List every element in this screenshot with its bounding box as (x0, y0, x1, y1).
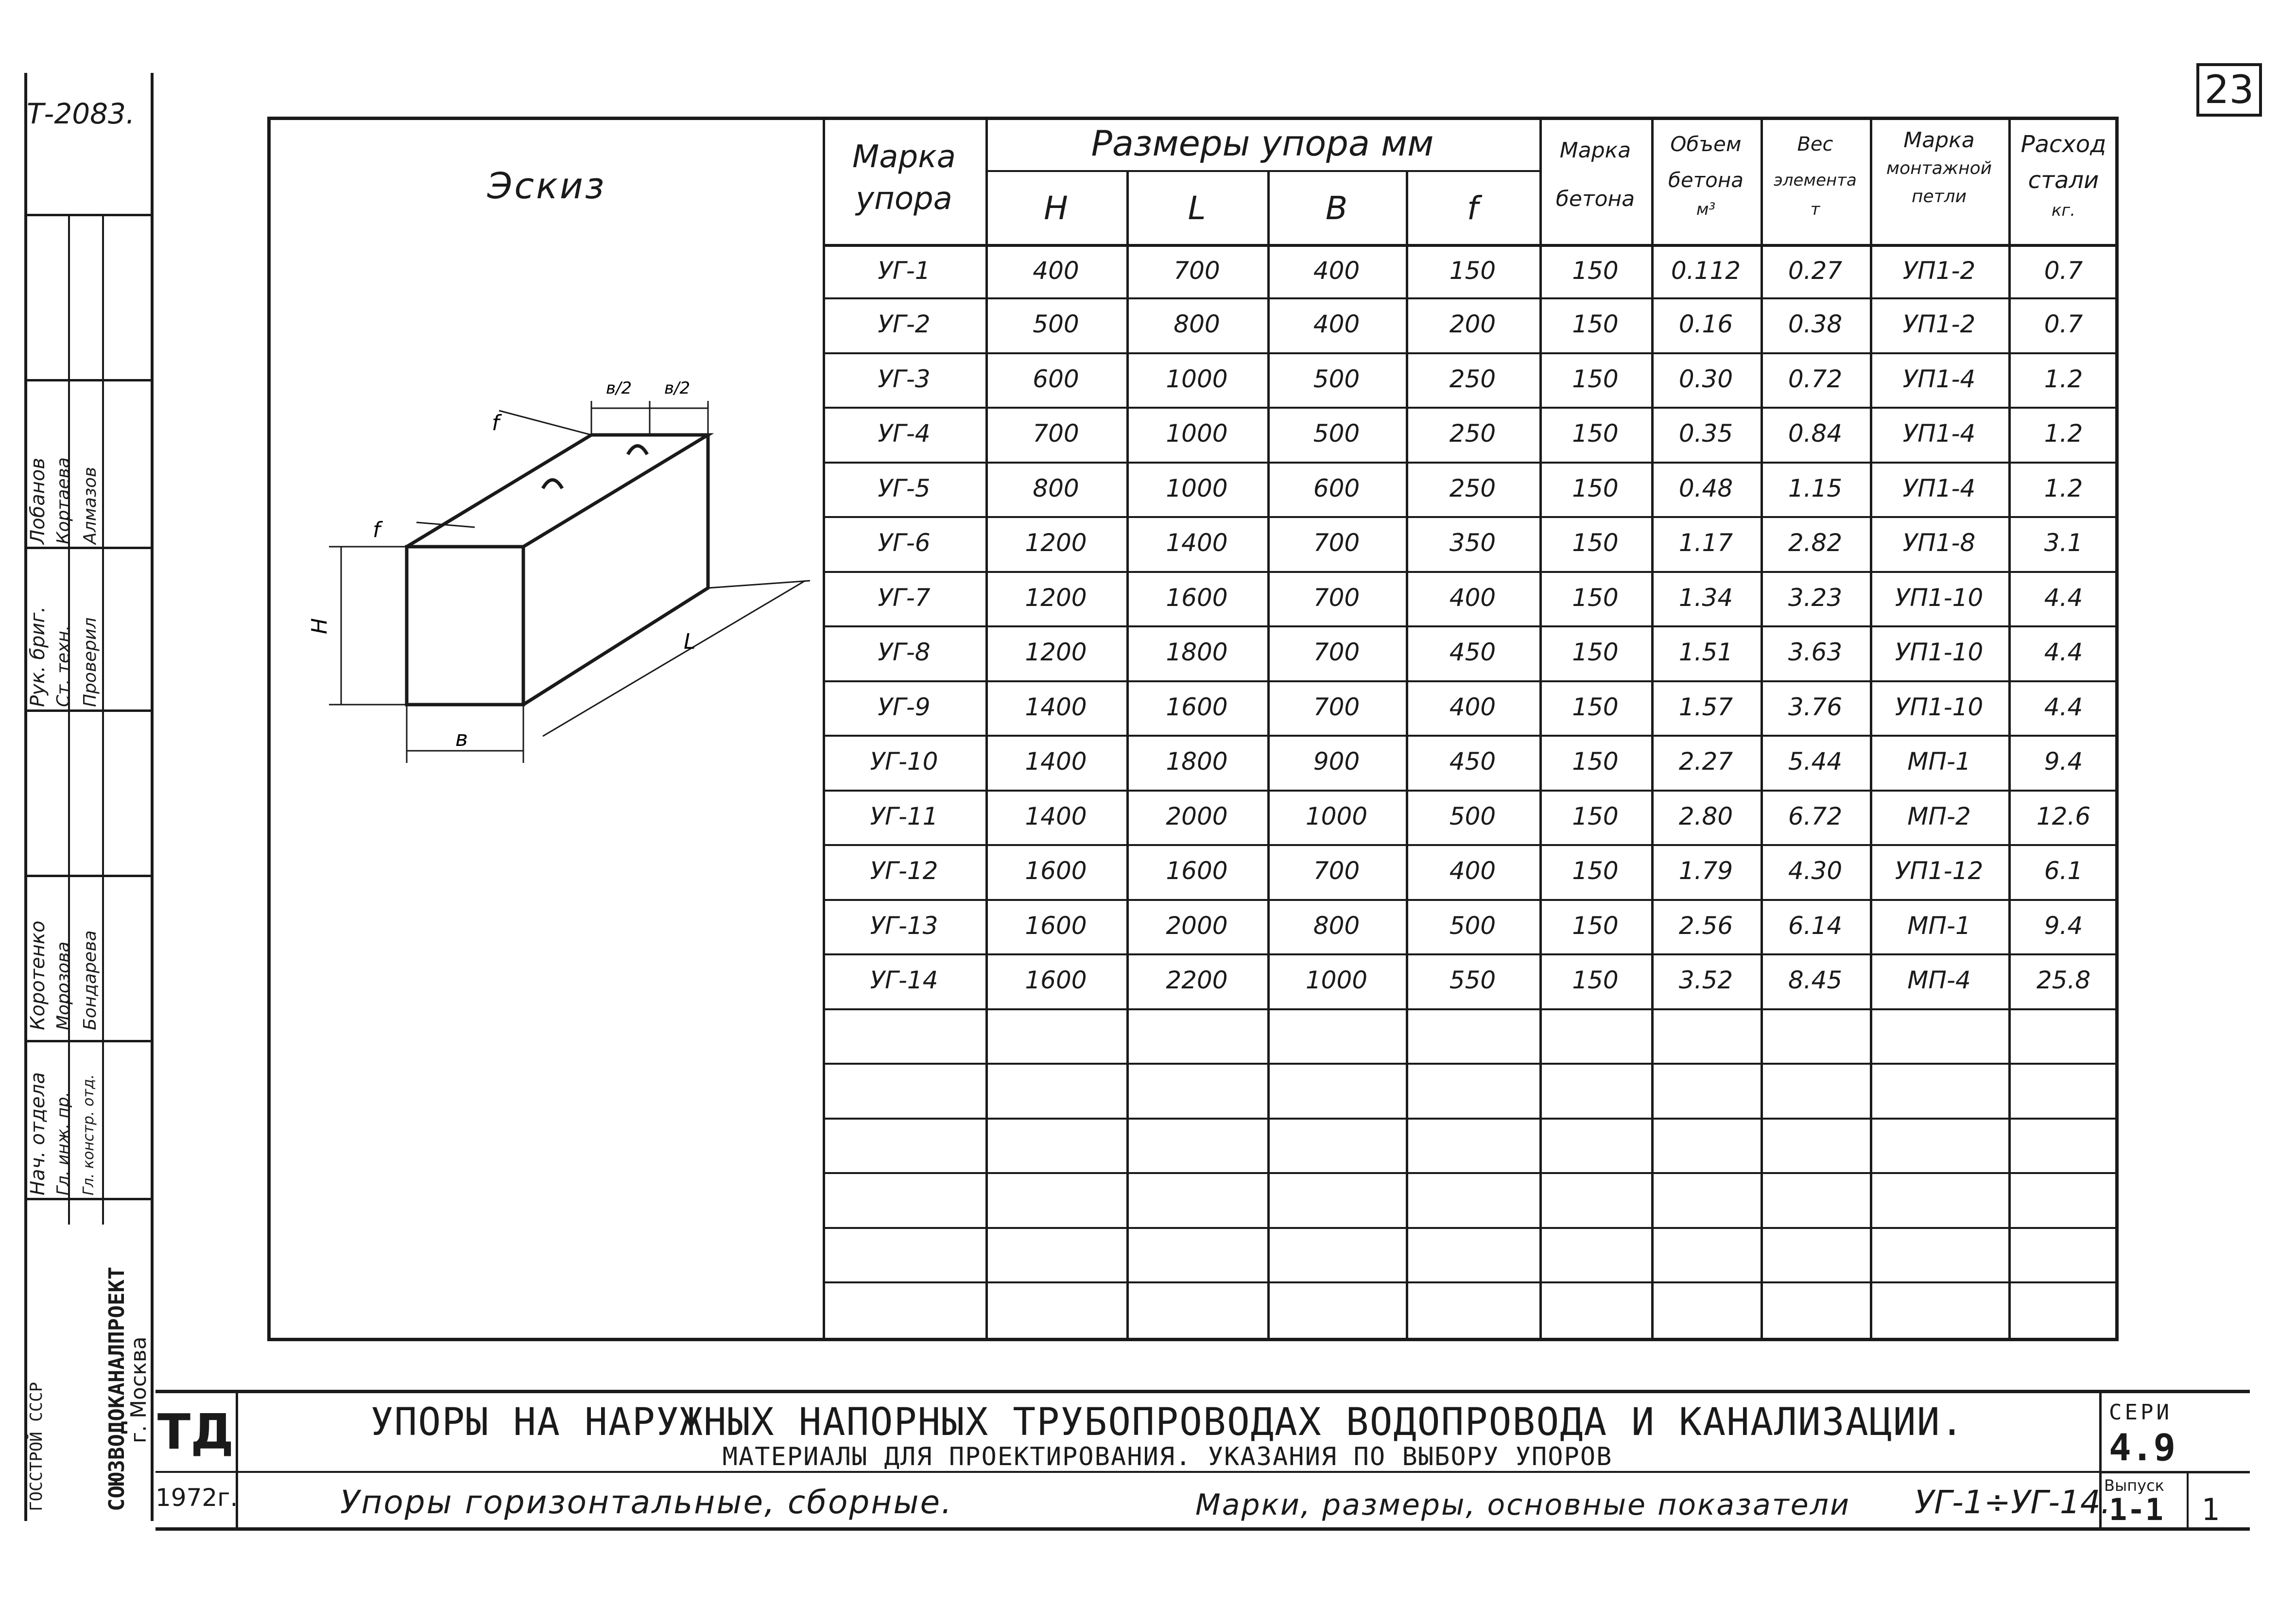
cell-weight: 0.27 (1788, 257, 1843, 285)
cell-weight: 0.84 (1788, 419, 1843, 448)
org-city: г. Москва (126, 1336, 151, 1443)
cell-b: 1000 (1305, 802, 1368, 830)
cell-f: 400 (1449, 693, 1496, 721)
table-row (823, 352, 2119, 407)
cell-h: 700 (1033, 419, 1079, 448)
table-row (823, 625, 2119, 680)
cell-concrete: 150 (1572, 257, 1619, 285)
cell-volume: 3.52 (1678, 966, 1733, 994)
header-l: L (1188, 190, 1206, 227)
cell-steel: 1.2 (2044, 419, 2083, 448)
cell-f: 450 (1449, 747, 1496, 776)
cell-h: 1600 (1025, 912, 1087, 940)
series-label: СЕРИ (2109, 1400, 2172, 1425)
role-chief-eng: Гл. инж. пр. (53, 1091, 73, 1195)
org-top: ГОССТРОЙ СССР (27, 1382, 46, 1511)
main-title-line1: УПОРЫ НА НАРУЖНЫХ НАПОРНЫХ ТРУБОПРОВОДАХ ВОДОПРОВОДА И КАНАЛИЗАЦИИ. (370, 1400, 1965, 1444)
cell-steel: 4.4 (2044, 584, 2083, 612)
cell-steel: 3.1 (2044, 529, 2083, 557)
cell-volume: 0.30 (1678, 365, 1733, 393)
cell-mark: УГ-13 (870, 912, 938, 940)
cell-b: 400 (1313, 257, 1360, 285)
cell-concrete: 150 (1572, 747, 1619, 776)
document-code: Т-2083. (27, 97, 135, 130)
cell-b: 500 (1313, 419, 1360, 448)
cell-volume: 1.34 (1678, 584, 1733, 612)
cell-h: 1600 (1025, 966, 1087, 994)
cell-volume: 1.17 (1678, 529, 1733, 557)
header-mark-line2: упора (856, 181, 952, 217)
data-table (823, 117, 2119, 1341)
header-concrete-line2: бетона (1555, 187, 1635, 211)
table-row (823, 680, 2119, 735)
cell-concrete: 150 (1572, 966, 1619, 994)
name-4: Лобанов (27, 458, 49, 544)
cell-l: 1600 (1166, 693, 1228, 721)
cell-b: 700 (1313, 584, 1360, 612)
cell-b: 400 (1313, 310, 1360, 338)
cell-volume: 1.79 (1678, 857, 1733, 885)
table-row (823, 899, 2119, 953)
header-volume (1651, 126, 1761, 221)
page-number: 23 (2204, 67, 2254, 112)
role-tech: Ст. техн. (53, 625, 73, 707)
cell-b: 700 (1313, 529, 1360, 557)
cell-f: 400 (1449, 857, 1496, 885)
cell-volume: 0.35 (1678, 419, 1733, 448)
cell-mark: УГ-11 (870, 802, 938, 830)
cell-mark: УГ-7 (878, 584, 931, 612)
cell-h: 1200 (1025, 529, 1087, 557)
header-h: Н (1044, 190, 1068, 227)
header-mark (823, 136, 985, 220)
table-row (823, 244, 2119, 297)
header-volume-line2: бетона (1668, 168, 1744, 192)
cell-f: 550 (1449, 966, 1496, 994)
cell-l: 1000 (1166, 365, 1228, 393)
cell-loop: МП-1 (1907, 747, 1971, 776)
cell-loop: УП1-10 (1895, 638, 1984, 666)
cell-b: 600 (1313, 474, 1360, 502)
cell-volume: 2.80 (1678, 802, 1733, 830)
cell-h: 1200 (1025, 638, 1087, 666)
cell-steel: 6.1 (2044, 857, 2083, 885)
table-row (823, 516, 2119, 571)
cell-l: 2200 (1166, 966, 1228, 994)
cell-steel: 9.4 (2044, 912, 2083, 940)
name-6: Алмазов (80, 467, 100, 544)
year: 1972г. (155, 1484, 238, 1512)
header-f: f (1467, 190, 1479, 227)
cell-f: 400 (1449, 584, 1496, 612)
cell-mark: УГ-4 (878, 419, 931, 448)
name-1: Коротенко (27, 920, 49, 1030)
cell-mark: УГ-3 (878, 365, 931, 393)
header-steel-unit: кг. (2051, 201, 2076, 220)
role-brig: Рук. бриг. (27, 606, 49, 707)
cell-loop: УП1-4 (1902, 365, 1976, 393)
table-row (823, 735, 2119, 790)
cell-h: 1200 (1025, 584, 1087, 612)
header-weight-line1: Вес (1797, 133, 1833, 156)
cell-concrete: 150 (1572, 638, 1619, 666)
subtitle-left: Упоры горизонтальные, сборные. (340, 1484, 953, 1521)
cell-h: 500 (1033, 310, 1079, 338)
cell-weight: 2.82 (1788, 529, 1843, 557)
cell-mark: УГ-10 (870, 747, 938, 776)
cell-concrete: 150 (1572, 310, 1619, 338)
table-row (823, 790, 2119, 844)
cell-l: 2000 (1166, 912, 1228, 940)
cell-loop: МП-4 (1907, 966, 1971, 994)
cell-volume: 0.112 (1671, 257, 1741, 285)
header-steel-line2: стали (2028, 167, 2099, 194)
cell-weight: 0.72 (1788, 365, 1843, 393)
cell-weight: 3.63 (1788, 638, 1843, 666)
issue-value: 1-1 (2109, 1492, 2163, 1527)
cell-l: 2000 (1166, 802, 1228, 830)
header-b: В (1325, 190, 1348, 227)
cell-f: 350 (1449, 529, 1496, 557)
cell-weight: 0.38 (1788, 310, 1843, 338)
role-head: Нач. отдела (27, 1072, 49, 1195)
cell-b: 900 (1313, 747, 1360, 776)
header-loop-line2: монтажной (1886, 158, 1992, 178)
signature-strip (24, 73, 153, 1521)
loop-mark-2 (628, 446, 647, 455)
subtitle-right: УГ-1÷УГ-14. (1915, 1484, 2111, 1521)
cell-concrete: 150 (1572, 802, 1619, 830)
label-f-1: f (373, 518, 380, 542)
cell-l: 700 (1174, 257, 1220, 285)
cell-h: 1400 (1025, 802, 1087, 830)
table-row (823, 407, 2119, 462)
name-3: Бондарева (80, 930, 100, 1030)
role-chief-des: Гл. констр. отд. (80, 1074, 97, 1195)
cell-l: 1600 (1166, 584, 1228, 612)
front-face (407, 547, 523, 705)
cell-weight: 5.44 (1788, 747, 1843, 776)
cell-mark: УГ-2 (878, 310, 931, 338)
cell-h: 600 (1033, 365, 1079, 393)
cell-steel: 0.7 (2044, 310, 2083, 338)
header-mark-line1: Марка (852, 139, 956, 175)
header-loop (1870, 126, 2008, 211)
cell-b: 700 (1313, 638, 1360, 666)
cell-loop: МП-2 (1907, 802, 1971, 830)
header-steel-line1: Расход (2020, 131, 2106, 158)
cell-loop: УП1-2 (1902, 257, 1976, 285)
cell-mark: УГ-5 (878, 474, 931, 502)
cell-f: 250 (1449, 474, 1496, 502)
label-l: L (684, 629, 696, 654)
header-weight-unit: т (1810, 200, 1820, 219)
cell-b: 800 (1313, 912, 1360, 940)
sheet-value: 1 (2201, 1492, 2220, 1527)
cell-volume: 0.48 (1678, 474, 1733, 502)
cell-b: 500 (1313, 365, 1360, 393)
cell-weight: 3.23 (1788, 584, 1843, 612)
cell-weight: 6.14 (1788, 912, 1843, 940)
cell-volume: 1.57 (1678, 693, 1733, 721)
table-row (823, 844, 2119, 899)
cell-loop: УП1-10 (1895, 693, 1984, 721)
subtitle-mid: Марки, размеры, основные показатели (1195, 1488, 1850, 1522)
cell-h: 1400 (1025, 747, 1087, 776)
cell-steel: 12.6 (2036, 802, 2091, 830)
name-2: Морозова (53, 941, 73, 1030)
series-value: 4.9 (2109, 1426, 2176, 1469)
cell-weight: 6.72 (1788, 802, 1843, 830)
main-title-line2: МАТЕРИАЛЫ ДЛЯ ПРОЕКТИРОВАНИЯ. УКАЗАНИЯ ПО ВЫБОРУ УПОРОВ (722, 1442, 1613, 1471)
cell-loop: УП1-4 (1902, 474, 1976, 502)
cell-steel: 4.4 (2044, 638, 2083, 666)
cell-weight: 4.30 (1788, 857, 1843, 885)
cell-volume: 2.27 (1678, 747, 1733, 776)
cell-steel: 25.8 (2036, 966, 2091, 994)
name-5: Кортаева (53, 457, 73, 544)
label-b-half-2: в/2 (664, 379, 691, 398)
cell-l: 1000 (1166, 474, 1228, 502)
cell-steel: 1.2 (2044, 474, 2083, 502)
cell-f: 200 (1449, 310, 1496, 338)
cell-b: 1000 (1305, 966, 1368, 994)
cell-loop: УП1-10 (1895, 584, 1984, 612)
sketch-area (271, 250, 820, 1339)
cell-f: 150 (1449, 257, 1496, 285)
header-weight-line2: элемента (1774, 171, 1857, 190)
label-b: в (455, 726, 468, 751)
cell-volume: 0.16 (1678, 310, 1733, 338)
cell-b: 700 (1313, 693, 1360, 721)
org-name: СОЮЗВОДОКАНАЛПРОЕКТ (104, 1266, 129, 1511)
cell-h: 1600 (1025, 857, 1087, 885)
cell-mark: УГ-12 (870, 857, 938, 885)
cell-weight: 3.76 (1788, 693, 1843, 721)
cell-loop: УП1-8 (1902, 529, 1976, 557)
cell-concrete: 150 (1572, 365, 1619, 393)
loop-mark-1 (543, 480, 562, 489)
table-row (823, 462, 2119, 516)
cell-l: 1400 (1166, 529, 1228, 557)
header-volume-line1: Объем (1670, 132, 1742, 156)
cell-concrete: 150 (1572, 693, 1619, 721)
header-concrete (1539, 126, 1651, 224)
block-sketch (271, 250, 820, 1339)
cell-concrete: 150 (1572, 857, 1619, 885)
header-loop-line3: петли (1911, 187, 1967, 207)
cell-volume: 2.56 (1678, 912, 1733, 940)
page-number-box (2196, 63, 2262, 117)
cell-mark: УГ-8 (878, 638, 931, 666)
cell-concrete: 150 (1572, 912, 1619, 940)
table-row (823, 953, 2119, 1008)
table-row (823, 297, 2119, 352)
cell-l: 1800 (1166, 638, 1228, 666)
cell-loop: МП-1 (1907, 912, 1971, 940)
cell-f: 250 (1449, 419, 1496, 448)
cell-concrete: 150 (1572, 584, 1619, 612)
header-volume-unit: м³ (1696, 200, 1716, 219)
cell-l: 1600 (1166, 857, 1228, 885)
cell-steel: 0.7 (2044, 257, 2083, 285)
cell-f: 500 (1449, 912, 1496, 940)
cell-loop: УП1-2 (1902, 310, 1976, 338)
header-concrete-line1: Марка (1559, 138, 1631, 163)
cell-mark: УГ-1 (878, 257, 931, 285)
label-f-2: f (492, 411, 500, 435)
cell-b: 700 (1313, 857, 1360, 885)
cell-concrete: 150 (1572, 474, 1619, 502)
cell-concrete: 150 (1572, 529, 1619, 557)
cell-f: 500 (1449, 802, 1496, 830)
td-mark: ТД (157, 1403, 234, 1460)
title-block (155, 1390, 2250, 1531)
cell-mark: УГ-14 (870, 966, 938, 994)
header-loop-line1: Марка (1903, 128, 1975, 153)
cell-h: 1400 (1025, 693, 1087, 721)
cell-steel: 4.4 (2044, 693, 2083, 721)
cell-l: 1000 (1166, 419, 1228, 448)
cell-loop: УП1-4 (1902, 419, 1976, 448)
cell-weight: 1.15 (1788, 474, 1843, 502)
cell-l: 800 (1174, 310, 1220, 338)
cell-loop: УП1-12 (1895, 857, 1984, 885)
cell-weight: 8.45 (1788, 966, 1843, 994)
cell-mark: УГ-6 (878, 529, 931, 557)
cell-steel: 9.4 (2044, 747, 2083, 776)
role-check: Проверил (80, 617, 100, 707)
label-b-half-1: в/2 (606, 379, 632, 398)
label-h: Н (307, 618, 332, 634)
cell-h: 400 (1033, 257, 1079, 285)
sketch-title: Эскиз (487, 165, 606, 207)
top-face (407, 435, 708, 547)
cell-mark: УГ-9 (878, 693, 931, 721)
issue-label: Выпуск (2104, 1476, 2164, 1495)
right-face (523, 435, 708, 705)
cell-l: 1800 (1166, 747, 1228, 776)
cell-f: 250 (1449, 365, 1496, 393)
cell-h: 800 (1033, 474, 1079, 502)
table-row (823, 571, 2119, 625)
header-sizes: Размеры упора мм (1091, 123, 1434, 164)
cell-f: 450 (1449, 638, 1496, 666)
cell-steel: 1.2 (2044, 365, 2083, 393)
header-steel (2008, 126, 2119, 223)
cell-concrete: 150 (1572, 419, 1619, 448)
cell-volume: 1.51 (1678, 638, 1733, 666)
header-weight (1761, 126, 1870, 221)
